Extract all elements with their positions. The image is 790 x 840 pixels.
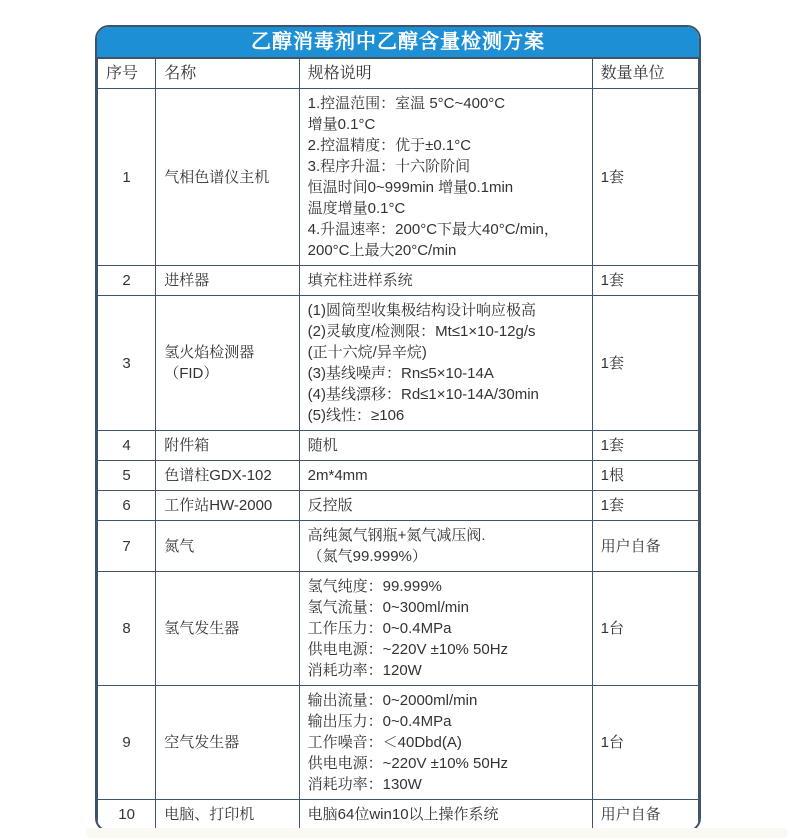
table-row [98,461,699,491]
spec-line: 供电电源：~220V ±10% 50Hz [307,641,509,658]
spec-line: 消耗功率：130W [307,776,422,793]
table-row [98,266,699,296]
spec-grid [97,58,699,830]
column-header-no: 序号 [98,59,156,89]
item-name: 色谱柱GDX-102 [156,461,299,491]
item-qty: 1套 [592,296,698,431]
item-name: 电脑、打印机 [156,800,299,830]
spec-line: 200°C上最大20°C/min [307,242,457,259]
spec-table [95,25,701,832]
row-number: 3 [98,296,156,431]
table-row [98,296,699,431]
spec-line: (正十六烷/异辛烷) [307,344,427,361]
row-number: 6 [98,491,156,521]
spec-line: 填充柱进样系统 [307,272,413,289]
item-name: 氢火焰检测器（FID） [156,296,299,431]
item-spec [299,521,592,572]
item-qty: 用户自备 [592,800,698,830]
spec-line: 2m*4mm [307,467,368,484]
item-qty: 1套 [592,266,698,296]
header-row [98,59,699,89]
spec-line: (5)线性：≥106 [307,407,405,424]
row-number: 10 [98,800,156,830]
column-header-name: 名称 [156,59,299,89]
table-row [98,431,699,461]
item-name: 气相色谱仪主机 [156,89,299,266]
spec-line: 电脑64位win10以上操作系统 [307,806,499,823]
row-number: 7 [98,521,156,572]
spec-line: 4.升温速率：200°C下最大40°C/min， [307,221,559,238]
item-name: 氮气 [156,521,299,572]
item-name: 工作站HW-2000 [156,491,299,521]
row-number: 4 [98,431,156,461]
table-title: 乙醇消毒剂中乙醇含量检测方案 [97,27,699,58]
column-header-qty: 数量单位 [592,59,698,89]
spec-line: (3)基线噪声：Rn≤5×10-14A [307,365,494,382]
spec-line: 消耗功率：120W [307,662,422,679]
spec-line: (2)灵敏度/检测限：Mt≤1×10-12g/s [307,323,536,340]
row-number: 5 [98,461,156,491]
item-spec [299,431,592,461]
item-spec [299,89,592,266]
table-header [98,59,699,89]
table-row [98,491,699,521]
table-row [98,572,699,686]
spec-line: 恒温时间0~999min 增量0.1min [307,179,514,196]
table-row [98,686,699,800]
spec-line: (4)基线漂移：Rd≤1×10-14A/30min [307,386,539,403]
item-qty: 1台 [592,686,698,800]
row-number: 9 [98,686,156,800]
spec-line: 增量0.1°C [307,116,376,133]
spec-line: 工作噪音：＜40Dbd(A) [307,734,462,751]
row-number: 8 [98,572,156,686]
item-name: 空气发生器 [156,686,299,800]
spec-line: 输出压力：0~0.4MPa [307,713,452,730]
column-header-spec: 规格说明 [299,59,592,89]
spec-line: 氢气纯度：99.999% [307,578,442,595]
item-name: 附件箱 [156,431,299,461]
spec-line: 1.控温范围：室温 5°C~400°C [307,95,506,112]
item-spec [299,800,592,830]
item-qty: 用户自备 [592,521,698,572]
item-spec [299,296,592,431]
item-spec [299,491,592,521]
item-qty: 1套 [592,89,698,266]
item-spec [299,572,592,686]
table-body [98,89,699,830]
spec-line: 随机 [307,437,338,454]
spec-line: （氮气99.999%） [307,548,427,565]
item-name: 氢气发生器 [156,572,299,686]
row-number: 1 [98,89,156,266]
spec-line: (1)圆筒型收集极结构设计响应极高 [307,302,536,319]
item-qty: 1套 [592,491,698,521]
spec-line: 工作压力：0~0.4MPa [307,620,452,637]
spec-line: 供电电源：~220V ±10% 50Hz [307,755,509,772]
item-name: 进样器 [156,266,299,296]
table-row [98,89,699,266]
table-row [98,800,699,830]
item-qty: 1根 [592,461,698,491]
table-row [98,521,699,572]
item-spec [299,461,592,491]
row-number: 2 [98,266,156,296]
spec-line: 输出流量：0~2000ml/min [307,692,478,709]
spec-line: 氢气流量：0~300ml/min [307,599,469,616]
item-spec [299,266,592,296]
spec-line: 反控版 [307,497,353,514]
spec-line: 3.程序升温：十六阶阶间 [307,158,471,175]
spec-line: 2.控温精度：优于±0.1°C [307,137,472,154]
item-spec [299,686,592,800]
spec-line: 高纯氮气钢瓶+氮气减压阀. [307,527,486,544]
bottom-strip [86,828,788,838]
item-qty: 1台 [592,572,698,686]
spec-line: 温度增量0.1°C [307,200,406,217]
item-qty: 1套 [592,431,698,461]
